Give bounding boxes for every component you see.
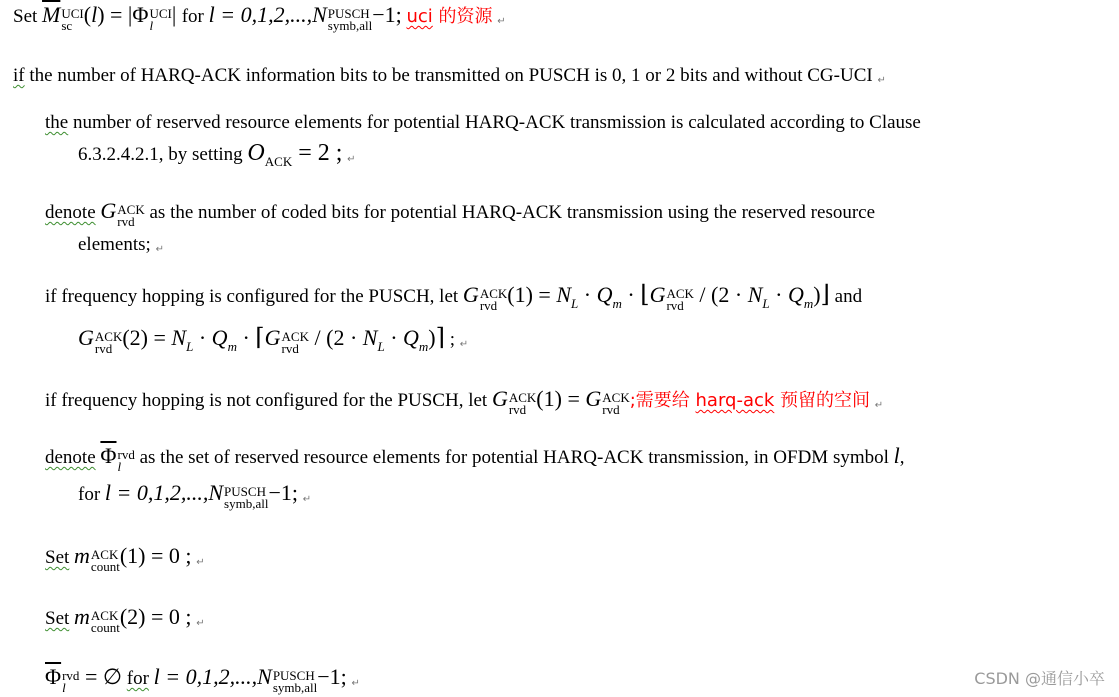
paragraph-mark: ↵	[459, 339, 469, 350]
m-sub: m	[612, 296, 622, 311]
uci-sup: UCI	[61, 6, 84, 21]
l-sub: L	[186, 339, 194, 354]
elements-line	[78, 234, 164, 261]
denote-g-text: as the number of coded bits for potential HARQ-ACK transmission using the reserved resource	[149, 202, 876, 223]
for-word: for	[126, 668, 149, 689]
comma: ,	[899, 447, 905, 468]
paragraph-mark: ↵	[877, 75, 886, 86]
csdn-watermark: CSDN @通信小卒	[974, 669, 1105, 688]
denote-word: denote	[45, 202, 96, 223]
rvd-sub: rvd	[117, 214, 135, 229]
paragraph-mark: ↵	[497, 16, 506, 27]
m-sub: m	[803, 296, 814, 311]
rvd-sub: rvd	[479, 298, 498, 313]
paragraph-mark: ↵	[874, 400, 884, 411]
and-word: and	[834, 286, 863, 307]
ack-sub: ACK	[264, 154, 293, 169]
rvd-sub: rvd	[508, 402, 527, 417]
fh-configured-line: if frequency hopping is configured for the PUSCH, let G ACK rvd $(1) = N_L \cdot Q_m$ · ⌊G ACK rvd / ($2 \cdot N_L$ · $Q_m)⌋$ and	[45, 282, 863, 313]
g2-line: G ACK rvd $(2) = N_L \cdot Q_m$ · ⌈G ACK rvd / ($2 \cdot N_L$ · $Q_m)⌉$ ; ↵	[78, 325, 469, 356]
set-mcount2-line	[45, 606, 205, 635]
minus-one: −1;	[268, 480, 298, 505]
q-symbol: Q	[211, 325, 228, 350]
rvd-sup: rvd	[117, 447, 135, 462]
clause-text: 6.3.2.4.2.1, by setting	[78, 144, 243, 165]
g-symbol: G	[491, 386, 508, 411]
n-symbol: N	[171, 325, 187, 350]
q-symbol: Q	[403, 325, 419, 350]
fh-configured-text: if frequency hopping is configured for the PUSCH, let	[45, 286, 459, 307]
for-word: for	[181, 6, 204, 27]
rvd-sub: rvd	[602, 402, 620, 417]
minus-one: −1;	[372, 2, 402, 27]
phi-empty-line	[45, 666, 360, 695]
ack-sup: ACK	[479, 286, 508, 301]
sc-sub: sc	[61, 18, 73, 33]
ack-sup: ACK	[602, 390, 630, 405]
l-sub: l	[117, 459, 122, 474]
fh-not-configured-text: if frequency hopping is not configured for the PUSCH, let	[45, 390, 488, 411]
l-sub: L	[571, 296, 579, 311]
n-symbol: N	[747, 282, 763, 307]
l-sub: l	[62, 680, 66, 695]
fh-not-configured-line: if frequency hopping is not configured for the PUSCH, let G ACK rvd (1) = G ACK rvd ;需要给 harq-ack 预留的空间 ↵	[45, 386, 884, 417]
elements-text: elements;	[78, 234, 151, 255]
ack-sup: ACK	[281, 329, 309, 344]
denote-g-line	[45, 200, 875, 228]
rvd-sub: rvd	[666, 298, 684, 313]
paragraph-mark: ↵	[196, 618, 205, 629]
set-word: Set	[45, 608, 70, 629]
ack-sup: ACK	[117, 202, 145, 217]
n-symbol: N	[362, 325, 378, 350]
ack-sup: ACK	[666, 286, 694, 301]
count-sub: count	[90, 559, 120, 574]
rvd-sup: rvd	[62, 668, 80, 683]
pusch-sup: PUSCH	[224, 484, 266, 499]
l-sub: L	[762, 296, 770, 311]
reserved-re-text: number of reserved resource elements for potential HARQ-ACK transmission is calculated according to Clause	[68, 112, 921, 133]
empty-set-eq: = ∅	[79, 664, 123, 689]
set-mcount1-line	[45, 545, 205, 574]
count-sub: count	[90, 620, 120, 635]
reserved-re-line	[45, 112, 921, 134]
rvd-sub: rvd	[281, 341, 299, 356]
set-msc-line: Set $\overline{M}$ UCI sc (l) = |Φ UCI l | for l = 0,1,2,...,N PUSCH symb,all −1; uci 的资源 ↵	[13, 2, 506, 33]
o-ack-eq: = 2 ;	[292, 140, 343, 166]
set-word: Set	[45, 547, 70, 568]
clause-line	[78, 142, 356, 173]
l-sub: l	[149, 18, 154, 33]
note-reserve: 预留的空间	[774, 390, 871, 411]
g-symbol: G	[585, 386, 602, 411]
g-symbol: G	[100, 198, 117, 223]
uci-sup-2: UCI	[149, 6, 172, 21]
range-expr: l = 0,1,2,...,N	[153, 664, 272, 689]
denote-word: denote	[45, 447, 96, 468]
g-symbol: G	[649, 282, 666, 307]
g-symbol: G	[264, 325, 281, 350]
the-word: the	[45, 112, 69, 133]
m-symbol: m	[74, 543, 90, 568]
range-expr: l = 0,1,2,...,N	[208, 2, 327, 27]
paragraph-mark: ↵	[196, 557, 205, 568]
for-range-line	[78, 482, 311, 511]
if-word: if	[13, 65, 25, 86]
m-symbol: m	[74, 604, 90, 629]
q-symbol: Q	[596, 282, 613, 307]
if-harq-line	[13, 65, 886, 92]
phi-symbol: Φ	[132, 2, 149, 27]
m-sub: m	[418, 339, 429, 354]
g-symbol: G	[78, 325, 94, 350]
two-arg: (2)	[122, 325, 148, 350]
ack-sup: ACK	[90, 547, 119, 562]
minus-one: −1;	[317, 664, 347, 689]
o-symbol: O	[247, 140, 265, 166]
q-symbol: Q	[787, 282, 804, 307]
phi-bar-symbol: $\overline{\Phi}$	[100, 443, 117, 468]
g-symbol: G	[462, 282, 479, 307]
paragraph-mark: ↵	[302, 494, 312, 505]
pusch-sup: PUSCH	[327, 6, 370, 21]
denote-phi-line	[45, 445, 905, 473]
m-sub: m	[227, 339, 237, 354]
range-expr: l = 0,1,2,...,N	[104, 480, 224, 505]
symball-sub: symb,all	[327, 18, 373, 33]
pusch-sup: PUSCH	[272, 668, 315, 683]
m-bar-symbol: $\overline{M}$	[42, 2, 61, 27]
note-uci: uci	[406, 6, 433, 27]
mcount2-eq: (2) = 0 ;	[119, 604, 192, 629]
paragraph-mark: ↵	[347, 154, 356, 165]
note-resource: 的资源	[432, 6, 493, 27]
for-word: for	[78, 484, 101, 505]
denote-phi-text: as the set of reserved resource elements for potential HARQ-ACK transmission, in OFDM symbol	[139, 447, 889, 468]
rvd-sub: rvd	[94, 341, 113, 356]
phi-bar-symbol: $\overline{\Phi}$	[45, 664, 62, 689]
set-word: Set	[13, 6, 38, 27]
l-sub: L	[377, 339, 385, 354]
symball-sub: symb,all	[224, 496, 269, 511]
note-need: ;需要给	[629, 390, 696, 411]
ack-sup: ACK	[94, 329, 123, 344]
harq-condition-text: the number of HARQ-ACK information bits to be transmitted on PUSCH is 0, 1 or 2 bits and without CG-UCI	[29, 65, 873, 86]
one-arg: (1)	[536, 386, 562, 411]
n-symbol: N	[556, 282, 572, 307]
paragraph-mark: ↵	[351, 678, 360, 689]
symball-sub: symb,all	[272, 680, 318, 695]
semicolon: ;	[449, 329, 456, 350]
ack-sup: ACK	[90, 608, 119, 623]
one-arg: (1)	[507, 282, 533, 307]
l-symbol: l	[91, 2, 98, 27]
note-harq-ack: harq-ack	[695, 390, 775, 411]
mcount1-eq: (1) = 0 ;	[119, 543, 192, 568]
l-symbol: l	[893, 443, 900, 468]
paragraph-mark: ↵	[155, 244, 164, 255]
ack-sup: ACK	[508, 390, 537, 405]
